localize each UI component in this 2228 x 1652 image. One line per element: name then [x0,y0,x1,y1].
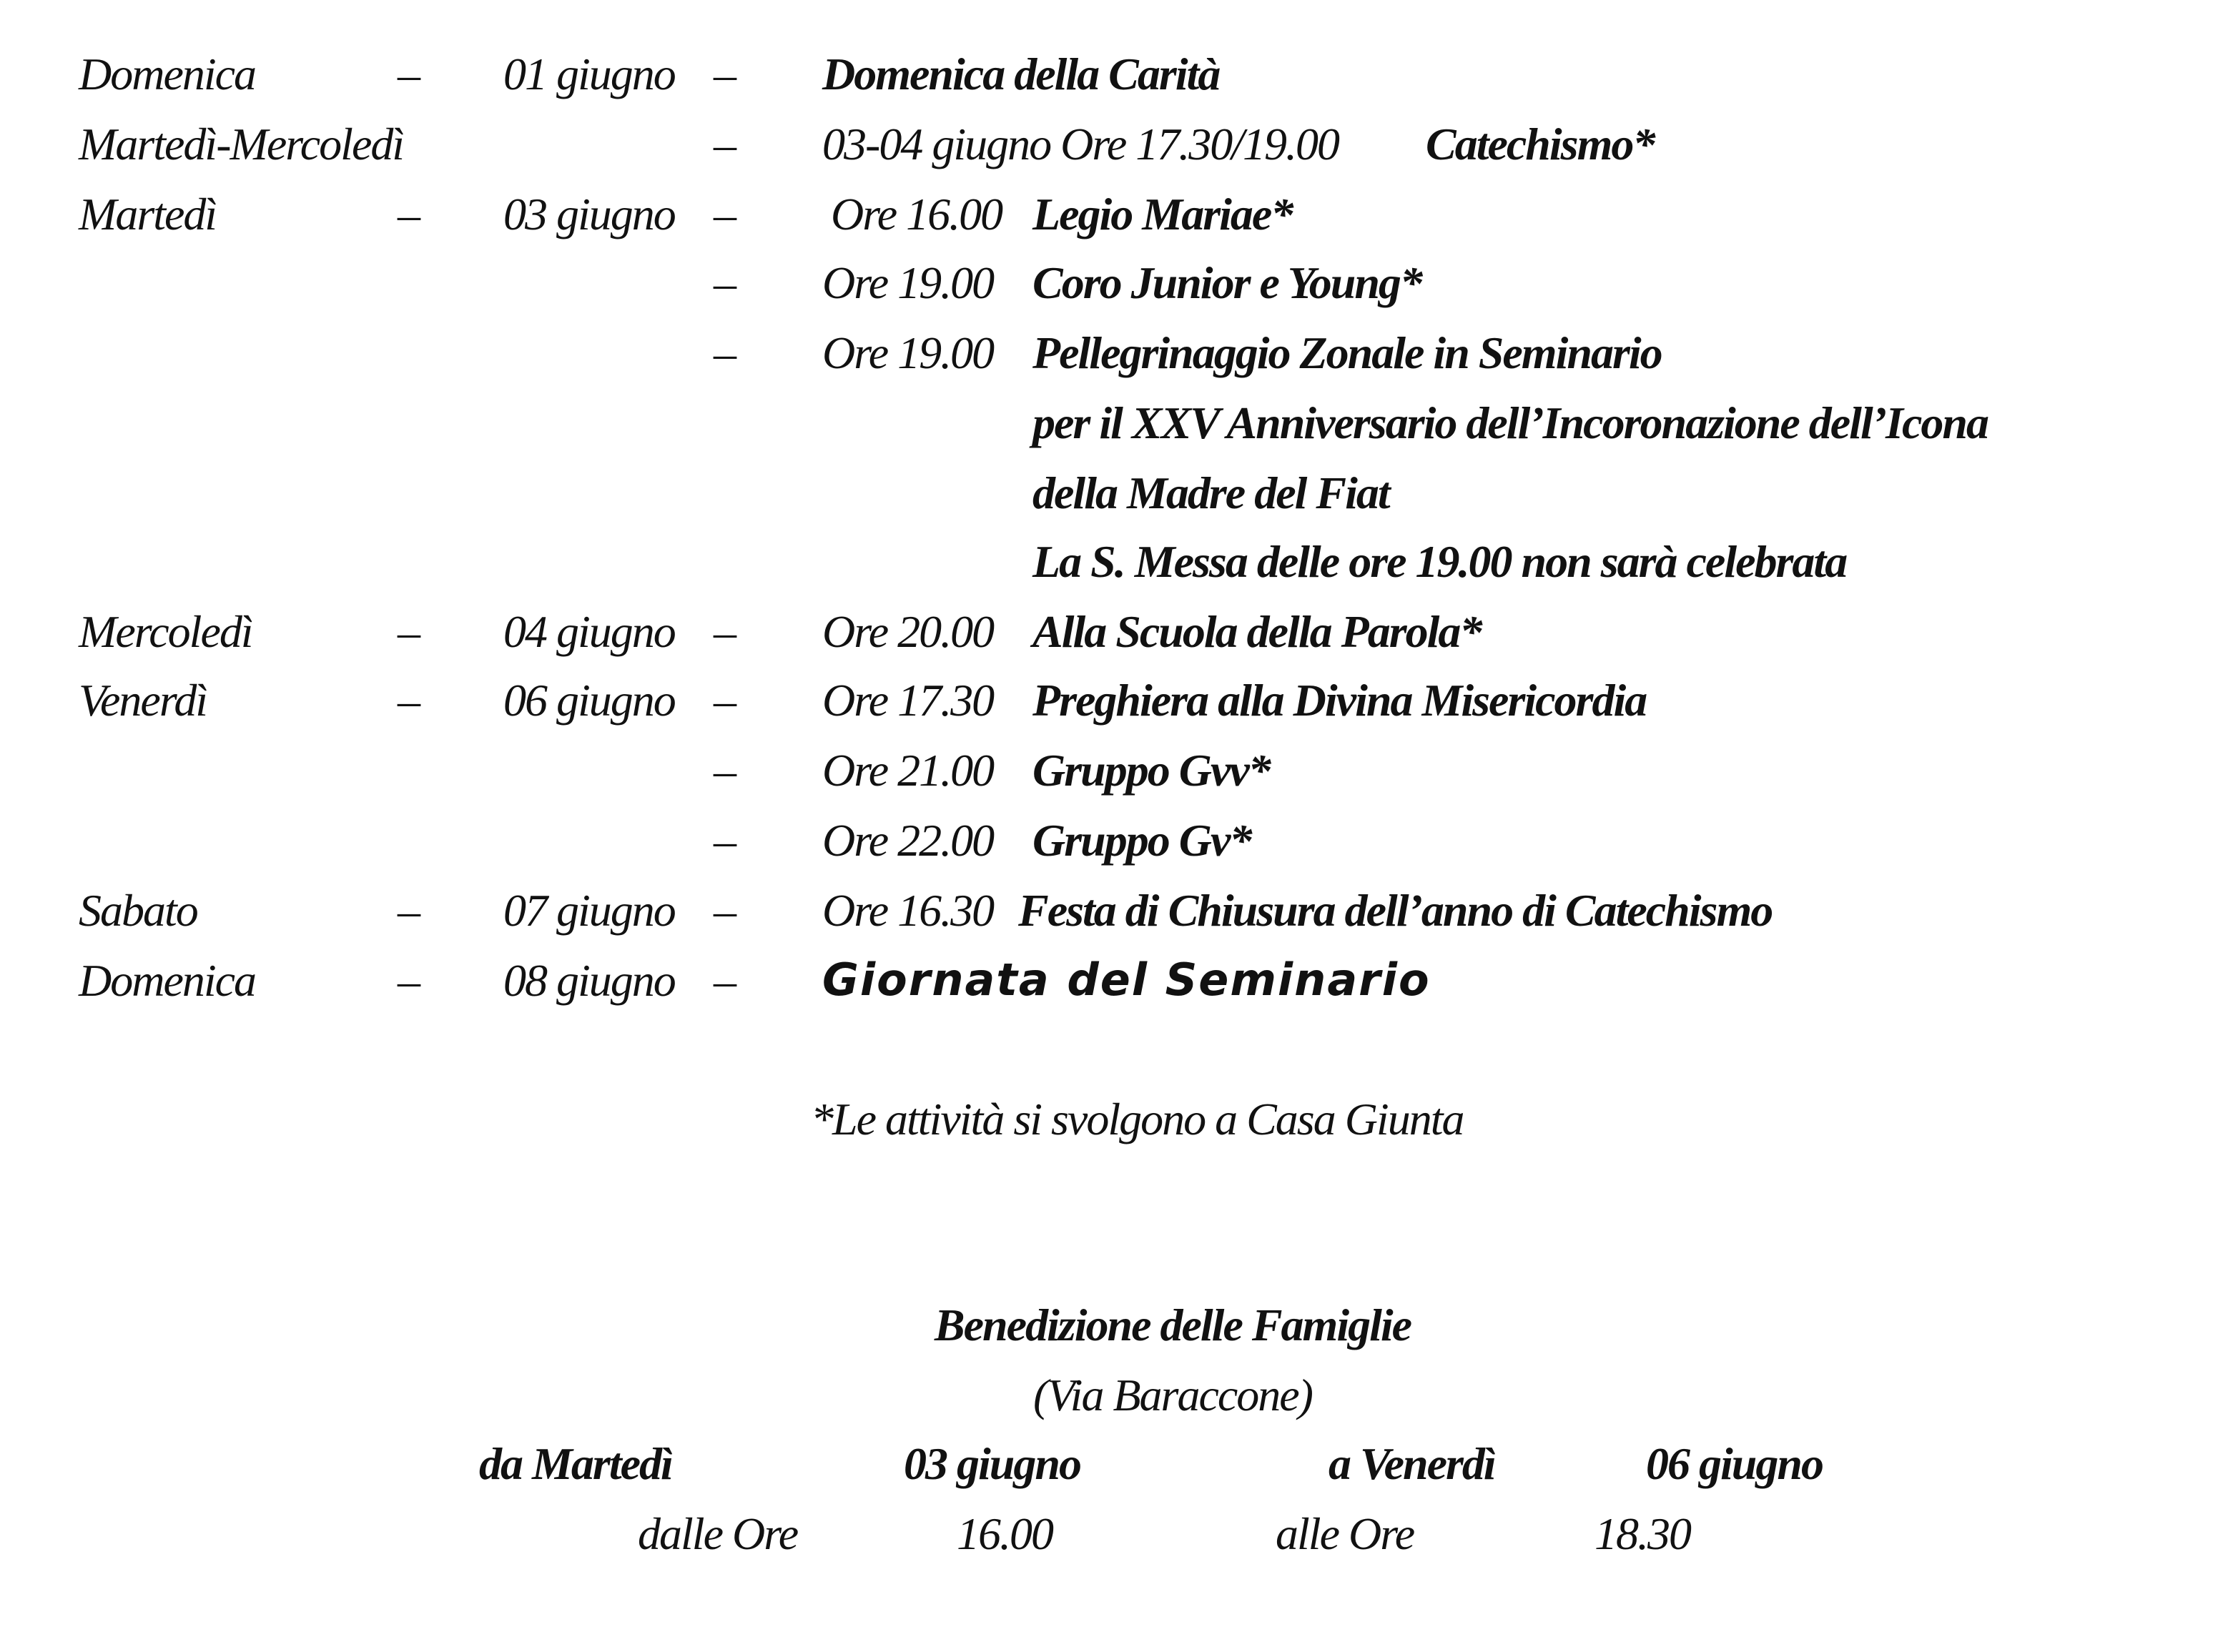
event-time: Ore 20.00 [822,606,994,657]
day-label: Domenica [79,955,256,1006]
event-title: Legio Mariae* [1032,189,1293,239]
blessing-from-time-label: dalle Ore [638,1508,798,1559]
event-time: Ore 19.00 [822,327,994,378]
date-label: 06 giugno [503,675,675,726]
dash-separator: – [714,49,735,99]
event-title: Catechismo* [1426,119,1655,169]
event-title: Preghiera alla Divina Misericordia [1032,675,1647,726]
dash-separator: – [714,327,735,378]
day-label: Venerdì [79,675,207,726]
blessing-to-time: 18.30 [1594,1508,1690,1559]
activities-note: *Le attività si svolgono a Casa Giunta [811,1094,1464,1144]
date-label: 03 giugno [503,189,675,239]
dash-separator: – [398,955,419,1006]
date-label: 08 giugno [503,955,675,1006]
day-label: Martedì [79,189,217,239]
event-title: Festa di Chiusura dell’anno di Catechismo [1018,885,1773,936]
date-label: 07 giugno [503,885,675,936]
dash-separator: – [714,257,735,308]
event-note: La S. Messa delle ore 19.00 non sarà celebrata [1032,536,1847,587]
blessing-to-date: 06 giugno [1646,1438,1823,1489]
event-title: Gruppo Gv* [1032,815,1251,866]
event-time: Ore 21.00 [822,745,994,796]
dash-separator: – [398,606,419,657]
dash-separator: – [714,189,735,239]
blessing-from-label: da Martedì [479,1438,672,1489]
event-title-continued: per il XXV Anniversario dell’Incoronazione dell’Icona [1032,397,1988,448]
event-time: Ore 22.00 [822,815,994,866]
date-label: 01 giugno [503,49,675,99]
day-label: Martedì-Mercoledì [79,119,404,169]
event-title: Giornata del Seminario [822,954,1431,1006]
event-title-continued: della Madre del Fiat [1032,468,1389,518]
dash-separator: – [714,815,735,866]
event-time: 03-04 giugno Ore 17.30/19.00 [822,119,1339,169]
event-time: Ore 16.00 [831,189,1002,239]
dash-separator: – [398,189,419,239]
blessing-from-time: 16.00 [957,1508,1053,1559]
blessing-location: (Via Baraccone) [1033,1370,1312,1420]
dash-separator: – [398,885,419,936]
dash-separator: – [714,955,735,1006]
blessing-to-time-label: alle Ore [1276,1508,1414,1559]
event-time: Ore 16.30 [822,885,994,936]
event-title: Gruppo Gvv* [1032,745,1270,796]
event-title: Domenica della Carità [822,49,1220,99]
blessing-from-date: 03 giugno [904,1438,1080,1489]
event-title: Alla Scuola della Parola* [1032,606,1482,657]
blessing-to-label: a Venerdì [1329,1438,1495,1489]
dash-separator: – [714,606,735,657]
dash-separator: – [714,885,735,936]
day-label: Mercoledì [79,606,252,657]
dash-separator: – [714,675,735,726]
dash-separator: – [714,119,735,169]
event-title: Pellegrinaggio Zonale in Seminario [1032,327,1662,378]
blessing-title: Benedizione delle Famiglie [934,1300,1411,1350]
event-time: Ore 19.00 [822,257,994,308]
event-time: Ore 17.30 [822,675,994,726]
date-label: 04 giugno [503,606,675,657]
event-title: Coro Junior e Young* [1032,257,1421,308]
dash-separator: – [714,745,735,796]
day-label: Sabato [79,885,197,936]
dash-separator: – [398,675,419,726]
day-label: Domenica [79,49,256,99]
dash-separator: – [398,49,419,99]
